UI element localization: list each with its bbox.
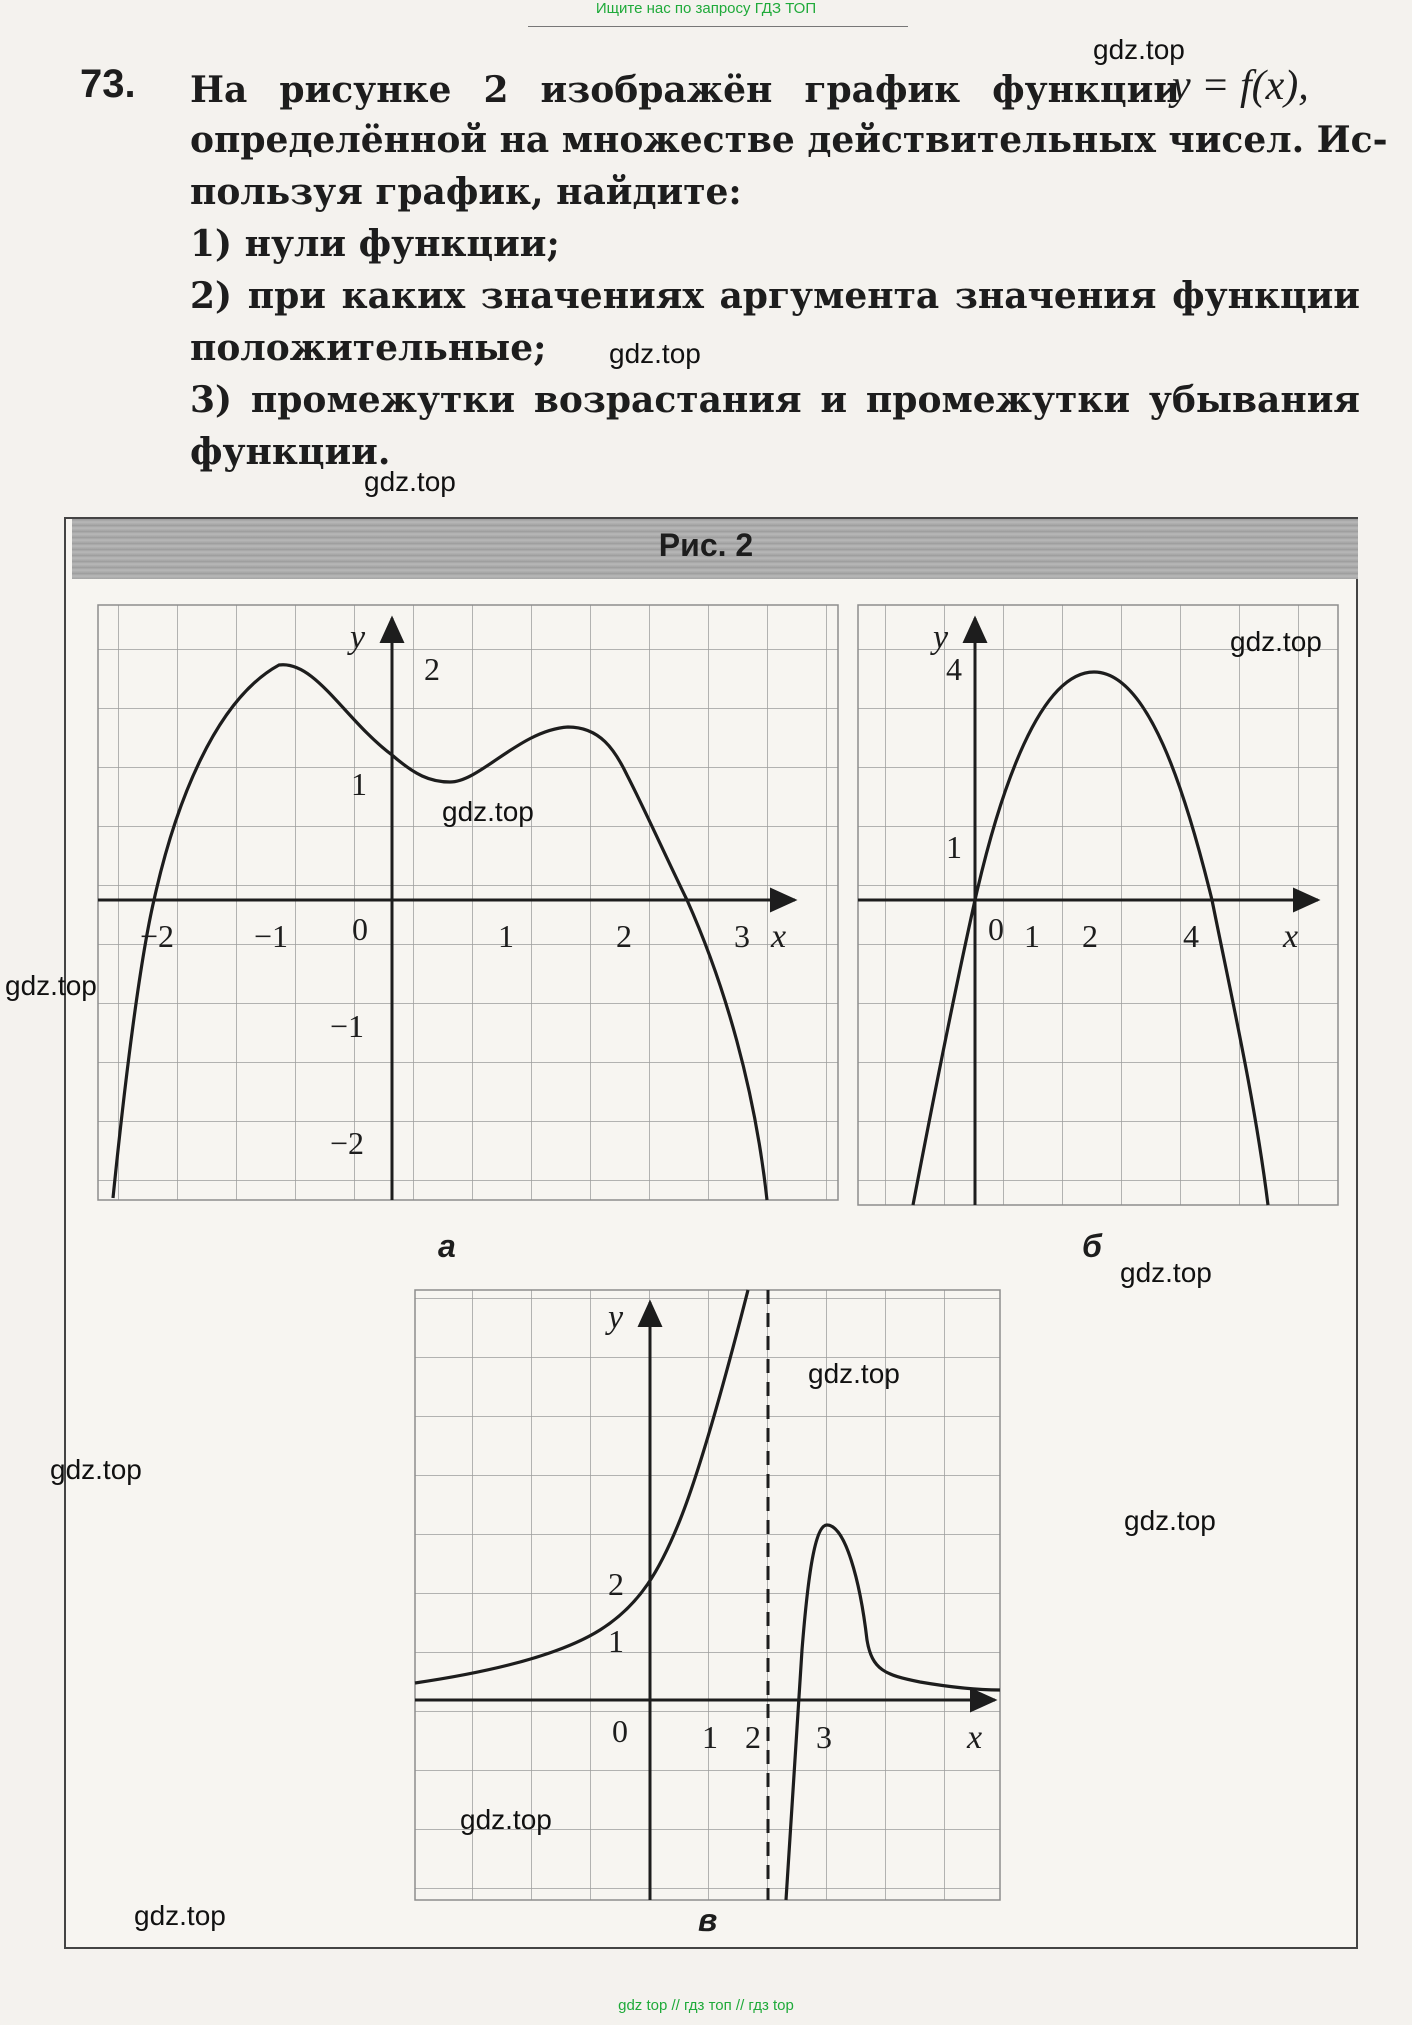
ylabel-a-neg1: −1 [330, 1008, 365, 1044]
ylabel-a-2: 2 [424, 651, 440, 687]
xlabel-b-0: 0 [988, 911, 1004, 947]
xlabel-a-3: 3 [734, 918, 750, 954]
xlabel-b-x: x [1283, 918, 1299, 955]
problem-item-2a: 2) при каких значениях аргумента значения функции [190, 275, 1360, 317]
ylabel-b-1: 1 [946, 829, 962, 865]
problem-item-3a: 3) промежутки возрастания и промежутки убывания [190, 379, 1360, 421]
search-hint-link[interactable]: Ищите нас по запросу ГДЗ ТОП [595, 0, 817, 17]
ylabel-a-y: y [350, 619, 366, 656]
xlabel-a-0: 0 [352, 911, 368, 947]
graph-panel-b [858, 605, 1338, 1205]
watermark: gdz.top [442, 796, 534, 827]
footer-links[interactable]: gdz top // гдз топ // гдз top [618, 1997, 794, 2014]
xlabel-a-x: x [771, 918, 787, 955]
problem-line-2: определённой на множестве действительных чисел. Ис- [190, 119, 1388, 161]
watermark: gdz.top [5, 970, 97, 1001]
xlabel-b-2: 2 [1082, 918, 1098, 954]
xlabel-c-3: 3 [816, 1719, 832, 1755]
caption-a: а [438, 1228, 456, 1264]
watermark: gdz.top [134, 1900, 226, 1931]
figure-title: Рис. 2 [658, 527, 754, 563]
xlabel-a-2: 2 [616, 918, 632, 954]
ylabel-b-4: 4 [946, 651, 962, 687]
graph-panel-a [98, 605, 838, 1200]
xlabel-c-x: x [967, 1719, 983, 1756]
problem-line-1: На рисунке 2 изображён график функции [190, 69, 1180, 111]
problem-line-3: пользуя график, найдите: [190, 171, 742, 213]
xlabel-b-1: 1 [1024, 918, 1040, 954]
watermark: gdz.top [1120, 1257, 1212, 1288]
ylabel-a-neg2: −2 [330, 1125, 365, 1161]
watermark: gdz.top [609, 338, 701, 369]
caption-b: б [1082, 1228, 1102, 1264]
watermark: gdz.top [364, 466, 456, 497]
xlabel-c-2: 2 [745, 1719, 761, 1755]
ylabel-c-1: 1 [608, 1623, 624, 1659]
xlabel-c-1: 1 [702, 1719, 718, 1755]
xlabel-a-neg2: −2 [140, 918, 175, 954]
problem-item-2b: положительные; [190, 327, 547, 369]
problem-formula: y = f(x), [1172, 63, 1309, 109]
xlabel-a-neg1: −1 [254, 918, 289, 954]
caption-c: в [698, 1902, 718, 1938]
grid-a [98, 605, 838, 1200]
problem-item-3b: функции. [190, 431, 391, 473]
watermark: gdz.top [1230, 626, 1322, 657]
problem-item-1: 1) нули функции; [190, 223, 560, 265]
watermark: gdz.top [460, 1804, 552, 1835]
ylabel-c-2: 2 [608, 1566, 624, 1602]
xlabel-b-4: 4 [1183, 918, 1199, 954]
ylabel-b-y: y [933, 619, 949, 656]
xlabel-c-0: 0 [612, 1713, 628, 1749]
watermark: gdz.top [50, 1454, 142, 1485]
problem-number: 73. [80, 62, 136, 106]
xlabel-a-1: 1 [498, 918, 514, 954]
watermark: gdz.top [1124, 1505, 1216, 1536]
ylabel-c-y: y [608, 1299, 624, 1336]
watermark: gdz.top [808, 1358, 900, 1389]
ylabel-a-1: 1 [351, 766, 367, 802]
watermark: gdz.top [1093, 34, 1185, 65]
